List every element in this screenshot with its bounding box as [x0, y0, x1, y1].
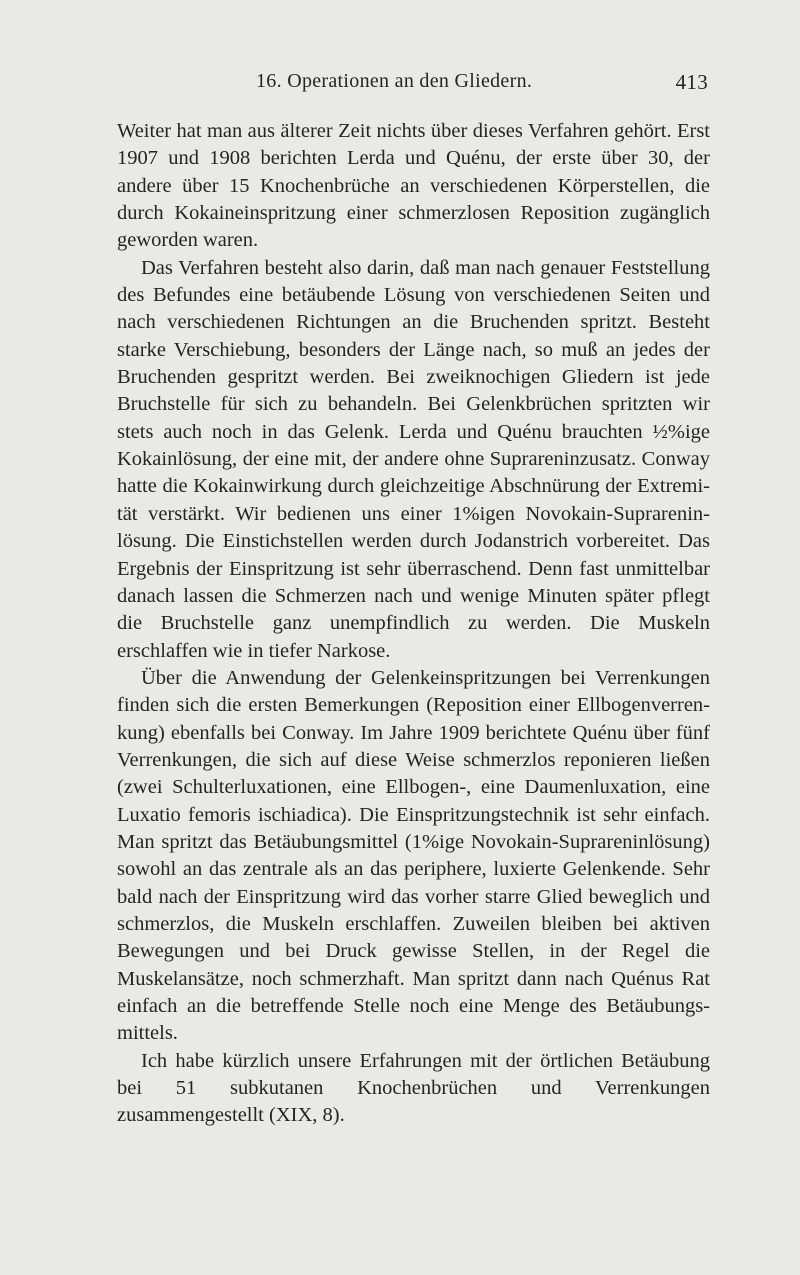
paragraph-3: Über die Anwendung der Gelenkeinspritzungen bei Verrenkungen finden sich die ersten Bemerkungen (Reposition einer Ellbogenverrenkung) ebenfalls bei Conway. Im Jahre 1909 berichtete Quénu über fünf Verrenkungen, die sich auf diese Weise schmerzlos reponieren ließen (zwei Schulterluxationen, eine Ellbogen-, eine Daumenluxation, eine Luxatio femoris ischiadica). Die Einspritzungstechnik ist sehr einfach. Man spritzt das Betäubungsmittel (1%ige Novokain-Suprareninlösung) sowohl an das zentrale als an das periphere, luxierte Gelenkende. Sehr bald nach der Einspritzung wird das vorher starre Glied beweglich und schmerzlos, die Muskeln erschlaffen. Zuweilen bleiben bei aktiven Bewegungen und bei Druck gewisse Stellen, in der Regel die Muskelansätze, noch schmerzhaft. Man spritzt dann nach Quénus Rat einfach an die betreffende Stelle noch eine Menge des Betäubungsmittels.: [117, 666, 710, 1045]
body-text: [117, 118, 710, 1130]
paragraph-4: Ich habe kürzlich unsere Erfahrungen mit der örtlichen Betäubung bei 51 subkutanen Knochenbrüchen und Verrenkungen zusammengestellt (XIX, 8).: [117, 1049, 710, 1127]
running-head: [120, 70, 710, 104]
paragraph-2: Das Verfahren besteht also darin, daß man nach genauer Feststellung des Befundes eine betäubende Lösung von verschiedenen Seiten und nach verschiedenen Richtungen an die Bruchenden spritzt. Besteht starke Verschiebung, besonders der Länge nach, so muß an jedes der Bruchenden gespritzt werden. Bei zweiknochigen Gliedern ist jede Bruchstelle für sich zu behandeln. Bei Gelenkbrüchen spritzten wir stets auch noch in das Gelenk. Lerda und Quénu brauchten ½%ige Kokainlösung, der eine mit, der andere ohne Suprareninzusatz. Conway hatte die Kokainwirkung durch gleichzeitige Abschnürung der Extremität verstärkt. Wir bedienen uns einer 1%igen Novokain-Suprareninlösung. Die Einstichstellen werden durch Jodanstrich vorbereitet. Das Ergebnis der Einspritzung ist sehr überraschend. Denn fast unmittelbar danach lassen die Schmerzen nach und wenige Minuten später pflegt die Bruchstelle ganz unempfindlich zu werden. Die Muskeln erschlaffen wie in tiefer Narkose.: [117, 256, 710, 662]
page-number: 413: [675, 70, 708, 94]
running-title: 16. Operationen an den Gliedern.: [256, 70, 533, 92]
paragraph-1: Weiter hat man aus älterer Zeit nichts über dieses Verfahren gehört. Erst 1907 und 1908 berichten Lerda und Quénu, der erste über 30, der andere über 15 Knochenbrüche an verschiedenen Körperstellen, die durch Kokaineinspritzung einer schmerzlosen Reposition zugänglich geworden waren.: [117, 120, 710, 252]
